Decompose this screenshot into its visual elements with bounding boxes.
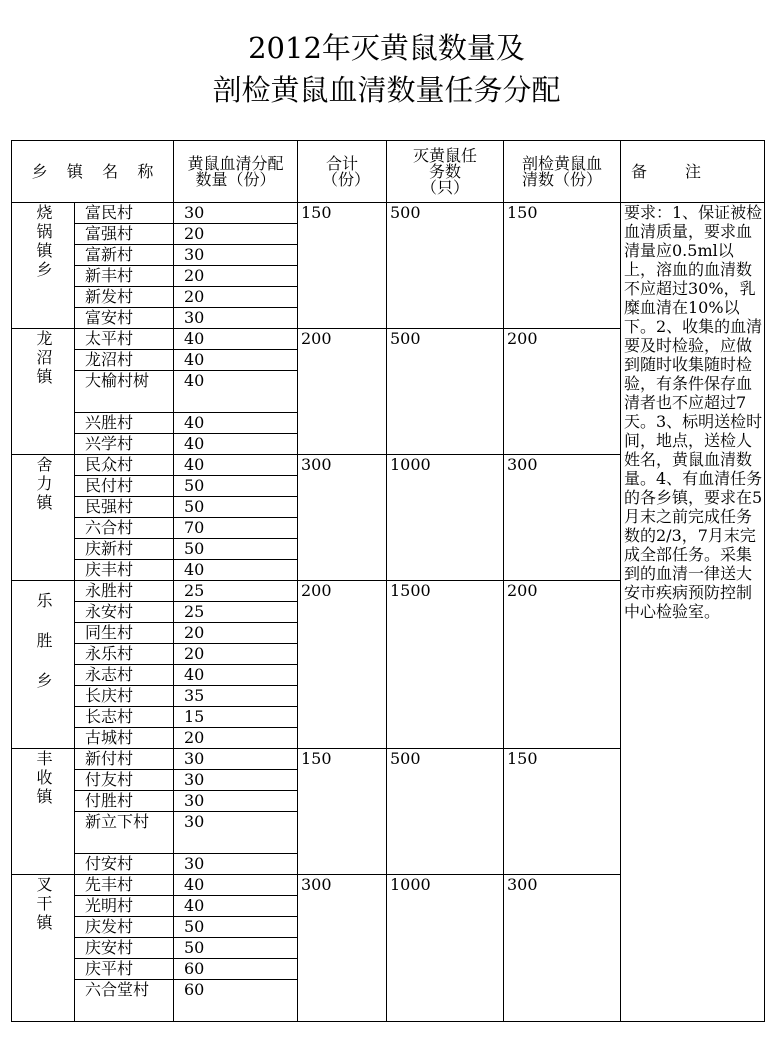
village-name: 古城村 bbox=[75, 728, 174, 749]
village-name: 永志村 bbox=[75, 665, 174, 686]
village-name: 兴学村 bbox=[75, 434, 174, 455]
town-kill-task: 1500 bbox=[387, 581, 504, 749]
town-kill-task: 1000 bbox=[387, 875, 504, 1022]
village-serum-count: 30 bbox=[174, 308, 298, 329]
header-total: 合计（份） bbox=[298, 141, 387, 203]
town-dissect-serum: 200 bbox=[504, 581, 621, 749]
village-name: 新付村 bbox=[75, 749, 174, 770]
village-name: 富新村 bbox=[75, 245, 174, 266]
town-name: 乐胜乡 bbox=[12, 581, 75, 749]
town-total: 300 bbox=[298, 455, 387, 581]
village-name: 庆发村 bbox=[75, 917, 174, 938]
village-name: 先丰村 bbox=[75, 875, 174, 896]
town-kill-task: 500 bbox=[387, 203, 504, 329]
village-name: 新立下村 bbox=[75, 812, 174, 854]
village-name: 永安村 bbox=[75, 602, 174, 623]
village-serum-count: 30 bbox=[174, 812, 298, 854]
village-name: 光明村 bbox=[75, 896, 174, 917]
town-dissect-serum: 300 bbox=[504, 875, 621, 1022]
village-serum-count: 60 bbox=[174, 980, 298, 1022]
village-serum-count: 40 bbox=[174, 371, 298, 413]
town-name: 烧锅镇乡 bbox=[12, 203, 75, 329]
village-serum-count: 20 bbox=[174, 224, 298, 245]
town-total: 150 bbox=[298, 203, 387, 329]
town-name: 叉干镇 bbox=[12, 875, 75, 1022]
village-name: 民付村 bbox=[75, 476, 174, 497]
village-name: 付安村 bbox=[75, 854, 174, 875]
header-note bbox=[621, 141, 765, 203]
village-name: 龙沼村 bbox=[75, 350, 174, 371]
town-total: 200 bbox=[298, 329, 387, 455]
village-serum-count: 50 bbox=[174, 917, 298, 938]
village-row bbox=[12, 203, 765, 224]
village-serum-count: 30 bbox=[174, 245, 298, 266]
village-serum-count: 40 bbox=[174, 434, 298, 455]
village-name: 庆新村 bbox=[75, 539, 174, 560]
village-name: 民众村 bbox=[75, 455, 174, 476]
village-serum-count: 30 bbox=[174, 203, 298, 224]
header-town-char: 名 bbox=[102, 162, 119, 181]
village-serum-count: 20 bbox=[174, 623, 298, 644]
village-name: 富民村 bbox=[75, 203, 174, 224]
village-serum-count: 20 bbox=[174, 287, 298, 308]
village-serum-count: 60 bbox=[174, 959, 298, 980]
village-serum-count: 40 bbox=[174, 413, 298, 434]
village-serum-count: 30 bbox=[174, 791, 298, 812]
village-serum-count: 40 bbox=[174, 329, 298, 350]
town-name: 丰收镇 bbox=[12, 749, 75, 875]
village-serum-count: 50 bbox=[174, 539, 298, 560]
town-total: 300 bbox=[298, 875, 387, 1022]
village-name: 富强村 bbox=[75, 224, 174, 245]
town-dissect-serum: 300 bbox=[504, 455, 621, 581]
village-serum-count: 30 bbox=[174, 854, 298, 875]
village-name: 长志村 bbox=[75, 707, 174, 728]
allocation-table bbox=[11, 140, 765, 1022]
village-serum-count: 25 bbox=[174, 581, 298, 602]
town-name: 舍力镇 bbox=[12, 455, 75, 581]
header-kill-task: 灭黄鼠任务数（只） bbox=[387, 141, 504, 203]
village-serum-count: 40 bbox=[174, 896, 298, 917]
village-name: 富安村 bbox=[75, 308, 174, 329]
town-total: 200 bbox=[298, 581, 387, 749]
header-town bbox=[12, 141, 174, 203]
village-name: 同生村 bbox=[75, 623, 174, 644]
village-name: 庆安村 bbox=[75, 938, 174, 959]
village-name: 大榆村树 bbox=[75, 371, 174, 413]
village-serum-count: 20 bbox=[174, 644, 298, 665]
village-name: 付友村 bbox=[75, 770, 174, 791]
town-dissect-serum: 150 bbox=[504, 203, 621, 329]
village-name: 六合堂村 bbox=[75, 980, 174, 1022]
title-line1: 2012年灭黄鼠数量及 bbox=[248, 31, 525, 65]
village-serum-count: 25 bbox=[174, 602, 298, 623]
village-serum-count: 50 bbox=[174, 497, 298, 518]
village-serum-count: 15 bbox=[174, 707, 298, 728]
header-town-char: 镇 bbox=[66, 162, 83, 181]
village-serum-count: 30 bbox=[174, 749, 298, 770]
town-kill-task: 1000 bbox=[387, 455, 504, 581]
village-name: 长庆村 bbox=[75, 686, 174, 707]
town-kill-task: 500 bbox=[387, 749, 504, 875]
village-name: 付胜村 bbox=[75, 791, 174, 812]
header-town-char: 称 bbox=[137, 162, 154, 181]
village-name: 新发村 bbox=[75, 287, 174, 308]
village-serum-count: 50 bbox=[174, 476, 298, 497]
village-serum-count: 70 bbox=[174, 518, 298, 539]
town-kill-task: 500 bbox=[387, 329, 504, 455]
village-name: 庆丰村 bbox=[75, 560, 174, 581]
village-name: 六合村 bbox=[75, 518, 174, 539]
village-serum-count: 35 bbox=[174, 686, 298, 707]
village-serum-count: 40 bbox=[174, 350, 298, 371]
village-name: 庆平村 bbox=[75, 959, 174, 980]
header-note-char: 注 bbox=[685, 162, 702, 181]
village-serum-count: 40 bbox=[174, 875, 298, 896]
village-serum-count: 50 bbox=[174, 938, 298, 959]
header-dissect-serum: 剖检黄鼠血清数（份） bbox=[504, 141, 621, 203]
village-serum-count: 40 bbox=[174, 455, 298, 476]
village-serum-count: 20 bbox=[174, 266, 298, 287]
town-name: 龙沼镇 bbox=[12, 329, 75, 455]
village-serum-count: 20 bbox=[174, 728, 298, 749]
village-name: 永乐村 bbox=[75, 644, 174, 665]
village-serum-count: 40 bbox=[174, 665, 298, 686]
header-row bbox=[12, 141, 765, 203]
village-serum-count: 30 bbox=[174, 770, 298, 791]
village-name: 兴胜村 bbox=[75, 413, 174, 434]
header-note-char: 备 bbox=[631, 162, 648, 181]
village-name: 新丰村 bbox=[75, 266, 174, 287]
header-town-char: 乡 bbox=[31, 162, 48, 181]
village-serum-count: 40 bbox=[174, 560, 298, 581]
village-name: 民强村 bbox=[75, 497, 174, 518]
title-line2: 剖检黄鼠血清数量任务分配 bbox=[212, 73, 561, 107]
village-name: 太平村 bbox=[75, 329, 174, 350]
note-requirements: 要求：1、保证被检血清质量，要求血清量应0.5ml以上，溶血的血清数不应超过30%，乳糜血清在10%以下。2、收集的血清要及时检验，应做到随时收集随时检验，有条件保存血清者也不应超过7天。3、标明送检时间，地点，送检人姓名，黄鼠血清数量。4、有血清任务的各乡镇，要求在5月末之前完成任务数的2/3，7月末完成全部任务。采集到的血清一律送大安市疾病预防控制中心检验室。 bbox=[621, 203, 765, 1022]
town-dissect-serum: 150 bbox=[504, 749, 621, 875]
town-dissect-serum: 200 bbox=[504, 329, 621, 455]
header-serum-alloc: 黄鼠血清分配数量（份） bbox=[174, 141, 298, 203]
town-total: 150 bbox=[298, 749, 387, 875]
village-name: 永胜村 bbox=[75, 581, 174, 602]
